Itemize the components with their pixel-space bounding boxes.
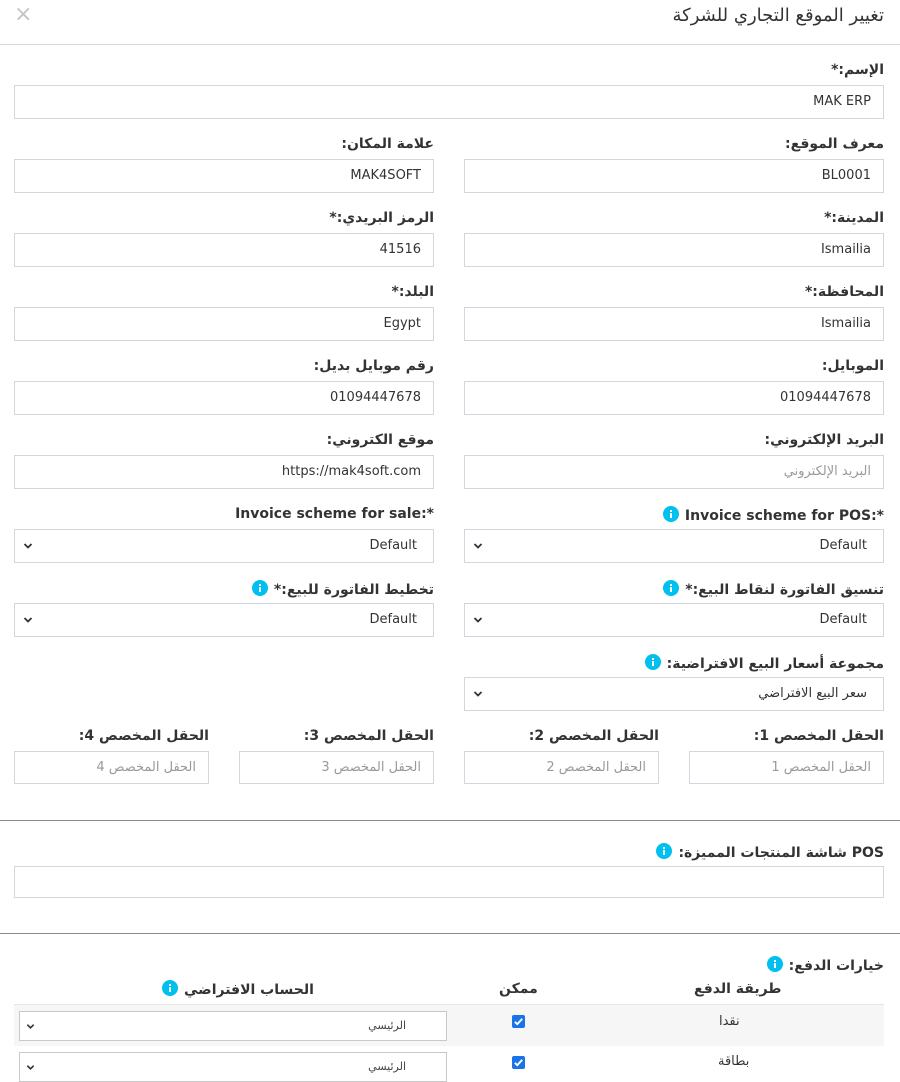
custom-field-2-label: الحقل المخصص 2: (528, 728, 659, 744)
close-icon[interactable]: × (14, 2, 33, 27)
info-icon[interactable] (645, 654, 661, 670)
chevron-down-icon (23, 541, 33, 551)
section-divider (0, 820, 900, 821)
alt-mobile-input[interactable]: 01094447678 (14, 381, 434, 415)
chevron-down-icon (473, 541, 483, 551)
custom-field-4-label: الحقل المخصص 4: (78, 728, 209, 744)
name-label: الإسم:* (831, 62, 884, 78)
default-account-select[interactable] (19, 1052, 447, 1082)
email-input[interactable]: البريد الإلكتروني (464, 455, 884, 489)
featured-products-input[interactable] (14, 866, 884, 898)
chevron-down-icon (473, 615, 483, 625)
custom-field-1-input[interactable]: الحقل المخصص 1 (689, 751, 884, 784)
payment-options-title-text: خيارات الدفع: (788, 958, 884, 974)
city-label: المدينة:* (824, 210, 884, 226)
payment-options-title (767, 956, 884, 974)
modal-title: تغيير الموقع التجاري للشركة (672, 5, 884, 26)
invoice-scheme-pos-value: Default (819, 538, 867, 553)
info-icon[interactable] (656, 843, 672, 859)
featured-products-label (656, 843, 884, 861)
invoice-scheme-pos-select[interactable] (464, 529, 884, 563)
custom-field-2-input[interactable]: الحقل المخصص 2 (464, 751, 659, 784)
featured-products-label-text: POS شاشة المنتجات المميزة: (678, 845, 884, 861)
invoice-scheme-sale-label-text: Invoice scheme for sale:* (235, 506, 434, 522)
country-label: البلد:* (391, 284, 434, 300)
state-input[interactable]: Ismailia (464, 307, 884, 341)
payment-method-header: طريقة الدفع (694, 981, 782, 997)
chevron-down-icon (26, 1063, 35, 1072)
invoice-scheme-sale-value: Default (369, 538, 417, 553)
default-account-header (162, 980, 314, 998)
email-label: البريد الإلكتروني: (764, 432, 884, 448)
website-label: موقع الكتروني: (326, 432, 434, 448)
default-account-value: الرئيسي (368, 1060, 406, 1073)
city-input[interactable]: Ismailia (464, 233, 884, 267)
location-id-label: معرف الموقع: (785, 136, 884, 152)
invoice-layout-sale-value: Default (369, 612, 417, 627)
chevron-down-icon (26, 1022, 35, 1031)
country-input[interactable]: Egypt (14, 307, 434, 341)
invoice-scheme-sale-select[interactable] (14, 529, 434, 563)
zip-code-input[interactable]: 41516 (14, 233, 434, 267)
invoice-layout-pos-value: Default (819, 612, 867, 627)
invoice-layout-sale-select[interactable] (14, 603, 434, 637)
section-divider (0, 933, 900, 934)
enabled-checkbox[interactable] (512, 1015, 525, 1028)
zip-code-label: الرمز البريدي:* (329, 210, 434, 226)
info-icon[interactable] (663, 506, 679, 522)
mobile-label: الموبايل: (821, 358, 884, 374)
chevron-down-icon (473, 689, 483, 699)
invoice-layout-pos-label (663, 580, 884, 598)
custom-field-4-input[interactable]: الحقل المخصص 4 (14, 751, 209, 784)
name-input[interactable]: MAK ERP (14, 85, 884, 119)
invoice-layout-sale-label-text: تخطيط الفاتورة للبيع:* (273, 582, 434, 598)
mobile-input[interactable]: 01094447678 (464, 381, 884, 415)
invoice-layout-pos-label-text: تنسيق الفاتورة لنقاط البيع:* (685, 582, 884, 598)
header-divider (0, 44, 900, 45)
payment-method-cell: بطاقة (718, 1054, 750, 1069)
chevron-down-icon (23, 615, 33, 625)
price-group-value: سعر البيع الافتراضي (758, 686, 867, 701)
custom-field-1-label: الحقل المخصص 1: (753, 728, 884, 744)
state-label: المحافظة:* (804, 284, 884, 300)
price-group-label-text: مجموعة أسعار البيع الافتراضية: (666, 656, 884, 672)
custom-field-3-input[interactable]: الحقل المخصص 3 (239, 751, 434, 784)
invoice-scheme-pos-label-text: Invoice scheme for POS:* (684, 508, 884, 524)
payment-method-cell: نقدا (719, 1014, 740, 1029)
info-icon[interactable] (162, 980, 178, 996)
landmark-input[interactable]: MAK4SOFT (14, 159, 434, 193)
landmark-label: علامة المكان: (341, 136, 434, 152)
alt-mobile-label: رقم موبايل بديل: (313, 358, 434, 374)
invoice-layout-sale-label (252, 580, 434, 598)
custom-field-3-label: الحقل المخصص 3: (303, 728, 434, 744)
price-group-label (645, 654, 884, 672)
enabled-checkbox[interactable] (512, 1056, 525, 1069)
info-icon[interactable] (663, 580, 679, 596)
default-account-select[interactable] (19, 1011, 447, 1041)
default-account-value: الرئيسي (368, 1019, 406, 1032)
info-icon[interactable] (767, 956, 783, 972)
invoice-scheme-pos-label (663, 506, 884, 524)
invoice-layout-pos-select[interactable] (464, 603, 884, 637)
info-icon[interactable] (252, 580, 268, 596)
invoice-scheme-sale-label (235, 506, 434, 522)
price-group-select[interactable] (464, 677, 884, 711)
location-id-input[interactable]: BL0001 (464, 159, 884, 193)
default-account-header-text: الحساب الافتراضي (184, 982, 314, 998)
enabled-header: ممكن (499, 981, 538, 997)
website-input[interactable]: https://mak4soft.com (14, 455, 434, 489)
